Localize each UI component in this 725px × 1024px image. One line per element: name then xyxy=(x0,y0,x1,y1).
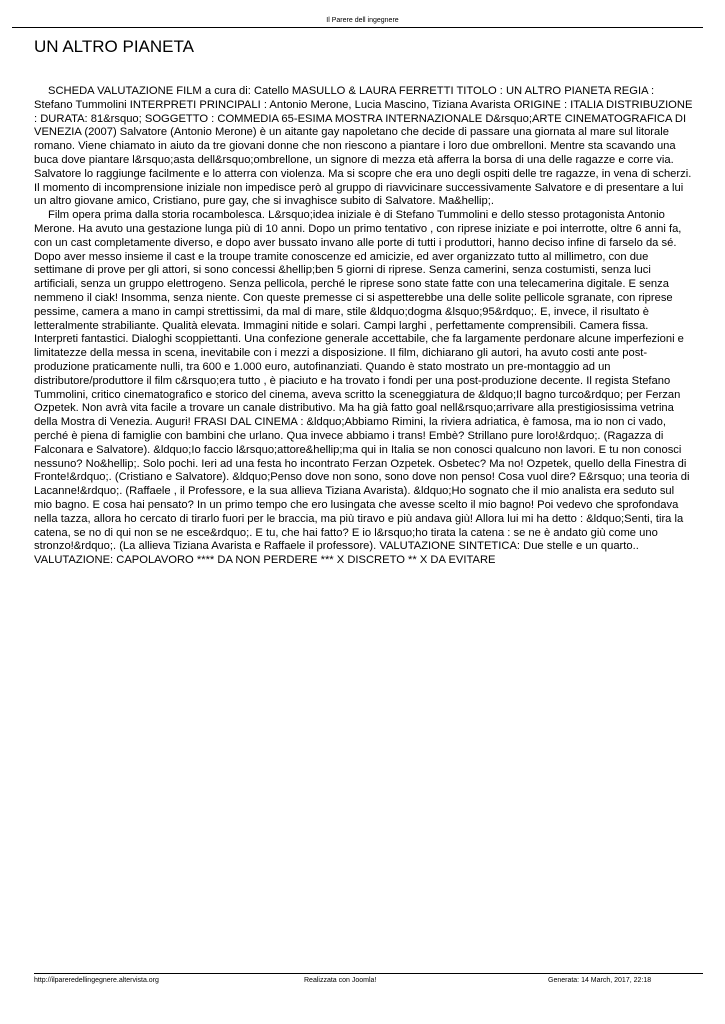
article-title: UN ALTRO PIANETA xyxy=(34,37,194,56)
site-title: Il Parere dell ingegnere xyxy=(326,17,399,24)
footer-powered-by: Realizzata con Joomla! xyxy=(304,977,377,984)
article-paragraph-1: SCHEDA VALUTAZIONE FILM a cura di: Catello MASULLO & LAURA FERRETTI TITOLO : UN ALTRO PIANETA REGIA : Stefano Tummolini INTERPRETI PRINCIPALI : Antonio Merone, Lucia Mascino, Tiziana Avarista ORIGINE : ITALIA DISTRIBUZIONE : DURATA: 81&rsquo; SOGGETTO : COMMEDIA 65-ESIMA MOSTRA INTERNAZIONALE D&rsquo;ARTE CINEMATOGRAFICA DI VENEZIA (2007) Salvatore (Antonio Merone) è un aitante gay napoletano che decide di passare una giornata al mare sul litorale romano. Viene chiamato in aiuto da tre giovani donne che non riescono a piantare i loro due ombrelloni. Mentre sta scavando una buca dove piantare l&rsquo;asta dell&rsquo;ombrellone, un signore di mezza età afferra la borsa di una delle ragazze e corre via. Salvatore lo raggiunge facilmente e lo atterra con violenza. Ma si scopre che era uno degli ospiti delle tre ragazze, in vena di scherzi. Il momento di incomprensione iniziale non impedisce però al gruppo di riavvicinare successivamente Salvatore e di presentare a lui un altro giovane amico, Cristiano, pure gay, che si invaghisce subito di Salvatore. Ma&hellip;. xyxy=(34,85,693,208)
header-divider xyxy=(12,27,703,28)
footer-divider xyxy=(34,973,703,974)
footer-generated-date: Generata: 14 March, 2017, 22:18 xyxy=(548,977,652,984)
footer-site-url[interactable]: http://ilpareredellingegnere.altervista.org xyxy=(34,977,159,984)
article-body xyxy=(34,85,694,568)
article-paragraph-2: Film opera prima dalla storia rocambolesca. L&rsquo;idea iniziale è di Stefano Tummolini e dello stesso protagonista Antonio Merone. Ha avuto una gestazione lunga più di 10 anni. Dopo un primo tentativo , con riprese iniziate e poi interrotte, oltre 6 anni fa, con un cast completamente diverso, e dopo aver bussato invano alle porte di tutti i produttori, hanno deciso infine di farselo da sé. Dopo aver messo insieme il cast e la troupe tramite conoscenze ed amicizie, ed aver organizzato tutto al millimetro, con due settimane di prove per gli attori, si sono concessi &hellip;ben 5 giorni di riprese. Senza camerini, senza costumisti, senza luci artificiali, senza un gruppo elettrogeno. Senza pellicola, perché le riprese sono state fatte con una telecamerina digitale. E senza nemmeno il ciak! Insomma, senza niente. Con queste premesse ci si aspetterebbe una delle solite pellicole sgranate, con riprese pessime, camera a mano in campi strettissimi, da mal di mare, stile &ldquo;dogma &lsquo;95&rdquo;. E, invece, il risultato è letteralmente strabiliante. Qualità elevata. Immagini nitide e solari. Campi larghi , perfettamente comprensibili. Camera fissa. Interpreti fantastici. Dialoghi scoppiettanti. Una confezione generale accettabile, che fa largamente perdonare alcune imperfezioni e limitatezze della messa in scena, inevitabile con i mezzi a disposizione. Il film, dichiarano gli autori, ha avuto costi ante post-produzione praticamente nulli, tra 600 e 1.000 euro, autofinanziati. Quando è stato mostrato un pre-montaggio ad un distributore/produttore il film c&rsquo;era tutto , è piaciuto e ha trovato i fondi per una post-produzione decente. Il regista Stefano Tummolini, critico cinematografico e storico del cinema, aveva scritto la sceneggiatura de &ldquo;Il bagno turco&rdquo; per Ferzan Ozpetek. Non avrà vita facile a trovare un canale distributivo. Ma ha già fatto goal nell&rsquo;arrivare alla prestigiosissima vetrina della Mostra di Venezia. Auguri! FRASI DAL CINEMA : &ldquo;Abbiamo Rimini, la riviera adriatica, è famosa, ma io non ci vado, perché è piena di famiglie con bambini che urlano. Qua invece abbiamo i trans! Embè? Strillano pure loro!&rdquo;. (Ragazza di Falconara e Salvatore). &ldquo;Io faccio l&rsquo;attore&hellip;ma qui in Italia se non conosci qualcuno non lavori. E tu non conosci nessuno? No&hellip;. Solo pochi. Ieri ad una festa ho incontrato Ferzan Ozpetek. Osbetec? Ma no! Ozpetek, quello della Finestra di Fronte!&rdquo;. (Cristiano e Salvatore). &ldquo;Penso dove non sono, sono dove non penso! Cosa vuol dire? E&rsquo; una teoria di Lacanne!&rdquo;. (Raffaele , il Professore, e la sua allieva Tiziana Avarista). &ldquo;Ho sognato che il mio analista era seduto sul mio bagno. E cosa hai pensato? In un primo tempo che ero lusingata che avesse scelto il mio bagno! Poi vedevo che sprofondava nella tazza, allora ho cercato di tirarlo fuori per le braccia, ma più tiravo e più andava giù! Allora lui mi ha detto : &ldquo;Senti, tira la catena, se no di qui non se ne esce&rdquo;. E tu, che hai fatto? E io l&rsquo;ho tirata la catena : se ne è andato giù come uno stronzo!&rdquo;. (La allieva Tiziana Avarista e Raffaele il professore). VALUTAZIONE SINTETICA: Due stelle e un quarto.. VALUTAZIONE: CAPOLAVORO **** DA NON PERDERE *** X DISCRETO ** X DA EVITARE xyxy=(34,209,690,567)
